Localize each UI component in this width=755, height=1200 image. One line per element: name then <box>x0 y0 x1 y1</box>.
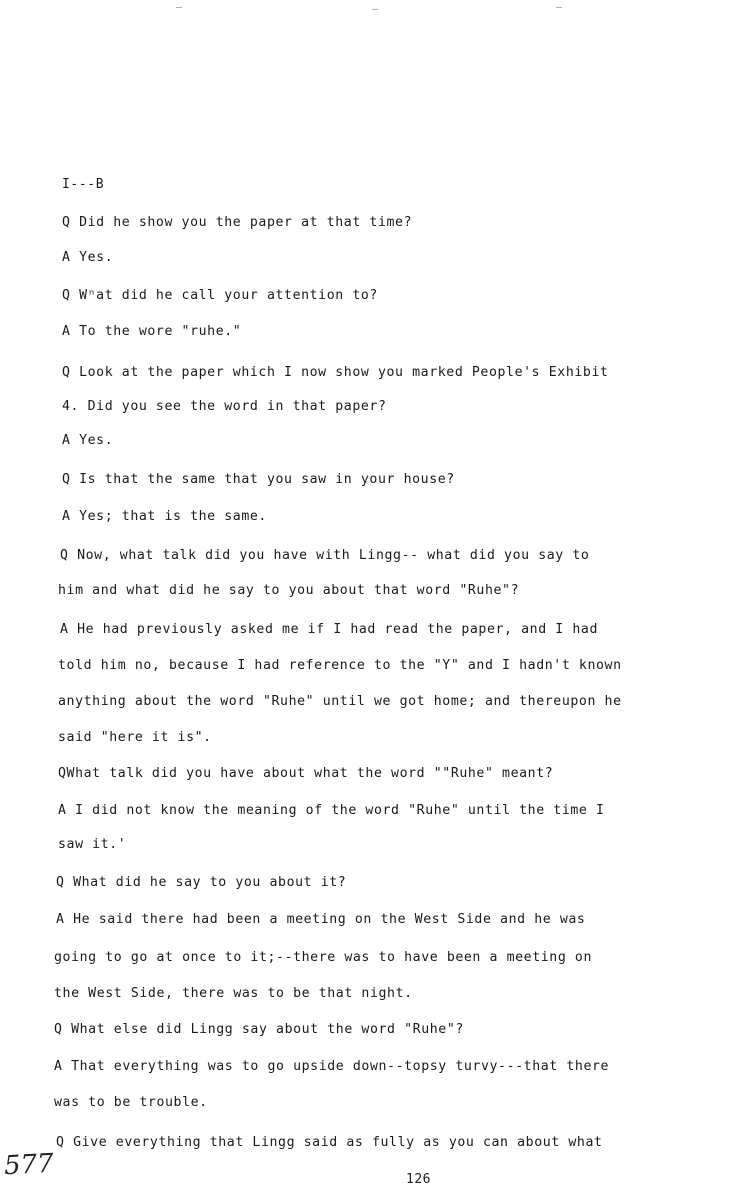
transcript-line: A That everything was to go upside down--topsy turvy---that there <box>54 1059 610 1074</box>
transcript-line: anything about the word "Ruhe" until we got home; and thereupon he <box>58 694 622 709</box>
transcript-line: A He had previously asked me if I had read the paper, and I had <box>60 622 598 637</box>
section-header: I---B <box>62 177 105 192</box>
transcript-line: Q What did he say to you about it? <box>56 875 347 890</box>
scan-mark: ‒ <box>556 2 563 13</box>
transcript-line: A Yes. <box>62 433 114 448</box>
handwritten-page-annotation: 577 <box>3 1148 55 1182</box>
transcript-line: Q What else did Lingg say about the word "Ruhe"? <box>54 1022 464 1037</box>
transcript-line: A To the wore "ruhe." <box>62 324 242 339</box>
transcript-line: Q Now, what talk did you have with Lingg-- what did you say to <box>60 548 590 563</box>
transcript-line: Q Wⁿat did he call your attention to? <box>62 288 378 303</box>
transcript-line: him and what did he say to you about that word "Ruhe"? <box>58 583 520 598</box>
transcript-line: going to go at once to it;--there was to have been a meeting on <box>54 950 592 965</box>
transcript-line: was to be trouble. <box>54 1095 208 1110</box>
transcript-line: Q Is that the same that you saw in your house? <box>62 472 455 487</box>
transcript-line: A I did not know the meaning of the word "Ruhe" until the time I <box>58 803 605 818</box>
transcript-line: A Yes; that is the same. <box>62 509 267 524</box>
transcript-line: Q Give everything that Lingg said as fully as you can about what <box>56 1135 603 1150</box>
transcript-line: Q Did he show you the paper at that time? <box>62 215 413 230</box>
page-number: 126 <box>406 1172 431 1187</box>
transcript-line: said "here it is". <box>58 730 212 745</box>
transcript-line: A He said there had been a meeting on the West Side and he was <box>56 912 586 927</box>
transcript-line: saw it.' <box>58 837 127 852</box>
transcript-line: the West Side, there was to be that night. <box>54 986 413 1001</box>
scan-mark: ‒ <box>176 2 183 13</box>
transcript-line: Q Look at the paper which I now show you marked People's Exhibit <box>62 365 609 380</box>
transcript-line: 4. Did you see the word in that paper? <box>62 399 387 414</box>
scan-mark: ‒ <box>372 4 379 15</box>
transcript-line: told him no, because I had reference to the "Y" and I hadn't known <box>58 658 622 673</box>
transcript-line: QWhat talk did you have about what the word ""Ruhe" meant? <box>58 766 554 781</box>
transcript-line: A Yes. <box>62 250 114 265</box>
